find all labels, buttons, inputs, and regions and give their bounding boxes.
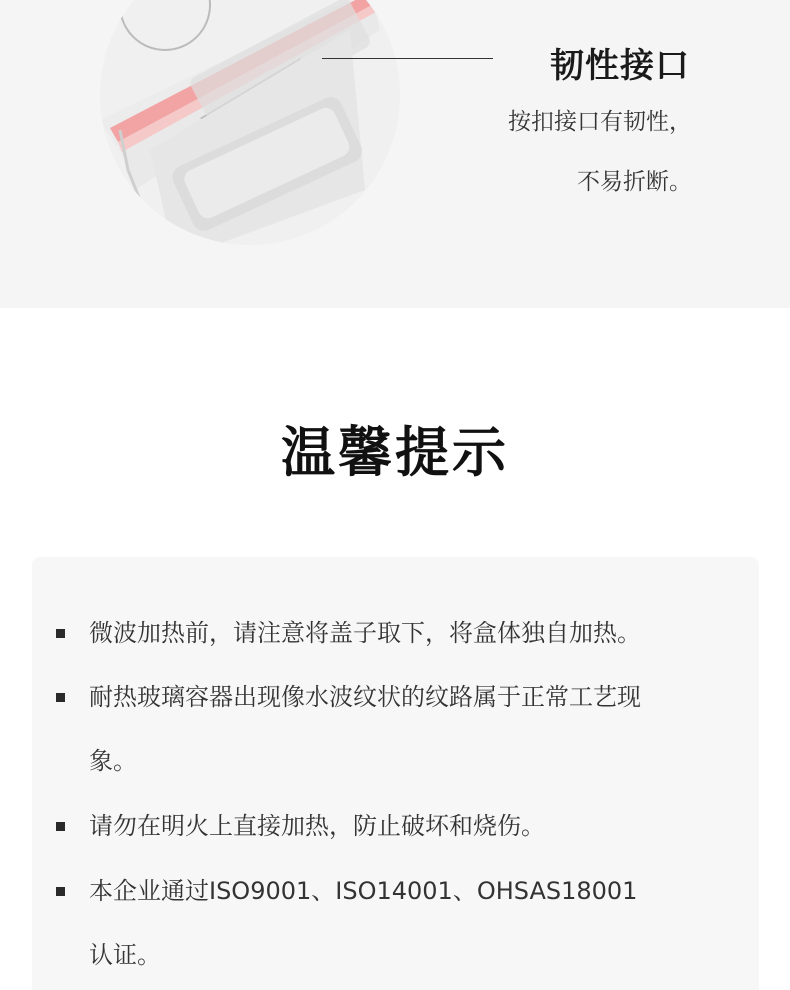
square-bullet-icon [56,887,65,896]
tip-text-line: 认证。 [89,941,161,969]
tip-text-line: 微波加热前，请注意将盖子取下，将盒体独自加热。 [89,619,641,647]
square-bullet-icon [56,629,65,638]
feature-title: 韧性接口 [550,46,690,86]
tip-text [89,601,744,665]
tip-text [89,859,744,987]
tip-text [89,665,744,793]
tip-text [89,794,744,858]
tip-text-line: 请勿在明火上直接加热，防止破坏和烧伤。 [89,812,545,840]
tip-text-line: 耐热玻璃容器出现像水波纹状的纹路属于正常工艺现 [89,683,641,711]
tip-text-line: 本企业通过ISO9001、ISO14001、OHSAS18001 [89,877,638,905]
feature-description-line1: 按扣接口有韧性， [508,109,692,135]
square-bullet-icon [56,822,65,831]
feature-section [0,0,790,308]
feature-description-line2: 不易折断。 [577,169,692,195]
tip-text-line: 象。 [89,747,137,775]
callout-line [322,58,493,59]
tips-heading: 温馨提示 [281,421,509,484]
square-bullet-icon [56,693,65,702]
tips-card [32,557,759,990]
product-closeup-image [0,0,420,260]
